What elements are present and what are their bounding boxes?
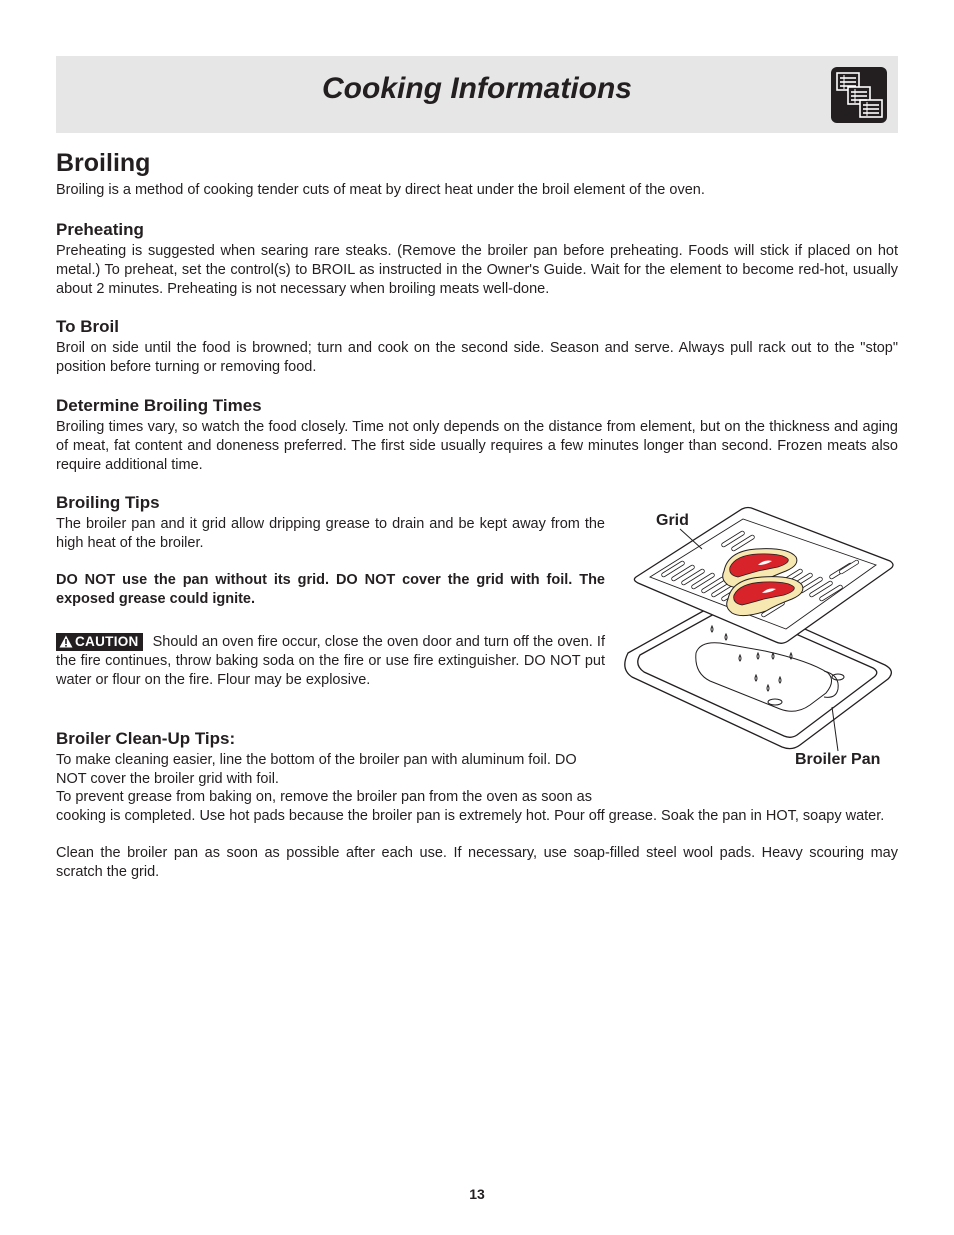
caution-badge bbox=[56, 633, 143, 651]
cleanup-heading: Broiler Clean-Up Tips: bbox=[56, 729, 236, 748]
cleanup-text-2-start: To prevent grease from baking on, remove the broiler pan from the oven as soon as bbox=[56, 789, 592, 805]
grid-label: Grid bbox=[656, 512, 689, 529]
broiling-tips-warning: DO NOT use the pan without its grid. DO NOT cover the grid with foil. The exposed grease could ignite. bbox=[56, 572, 605, 607]
broiler-pan-illustration bbox=[610, 505, 900, 775]
cleanup-text-1: To make cleaning easier, line the bottom of the broiler pan with aluminum foil. DO NOT cover the broiler grid with foil. bbox=[56, 752, 577, 787]
broiler-pan-label: Broiler Pan bbox=[795, 751, 881, 768]
caution-paragraph bbox=[56, 633, 605, 689]
warning-triangle-icon bbox=[59, 635, 73, 648]
page-header-title: Cooking Informations bbox=[322, 72, 632, 105]
section-intro: Broiling is a method of cooking tender cuts of meat by direct heat under the broil element of the oven. bbox=[56, 182, 705, 198]
determine-times-text: Broiling times vary, so watch the food closely. Time not only depends on the distance from element, but on the thickness and aging of meat, fat content and doneness preferred. The first side usually requires a few minutes longer than second. Frozen meats also require additional time. bbox=[56, 419, 898, 473]
cleanup-text-3: Clean the broiler pan as soon as possible after each use. If necessary, use soap-filled steel wool pads. Heavy scouring may scratch the grid. bbox=[56, 845, 898, 880]
section-title: Broiling bbox=[56, 149, 151, 177]
preheating-heading: Preheating bbox=[56, 220, 144, 239]
cleanup-text-2-rest: cooking is completed. Use hot pads because the broiler pan is extremely hot. Pour off grease. Soak the pan in HOT, soapy water. bbox=[56, 808, 885, 824]
document-stack-icon bbox=[831, 67, 887, 123]
preheating-text: Preheating is suggested when searing rare steaks. (Remove the broiler pan before preheating. Foods will stick if placed on hot metal.) To preheat, set the control(s) to BROIL as instructed in the Owner's Guide. Wait for the element to become red-hot, usually about 2 minutes. Preheating is not necessary when broiling meats well-done. bbox=[56, 243, 898, 297]
caution-text: Should an oven fire occur, close the oven door and turn off the oven. If the fire continues, throw baking soda on the fire or use fire extinguisher. DO NOT put water or flour on the fire. Flour may be explosive. bbox=[56, 634, 605, 688]
to-broil-text: Broil on side until the food is browned; turn and cook on the second side. Season and serve. Always pull rack out to the "stop" position before turning or removing food. bbox=[56, 340, 898, 375]
broiling-tips-heading: Broiling Tips bbox=[56, 493, 160, 512]
page-header bbox=[56, 56, 898, 133]
broiling-tips-text: The broiler pan and it grid allow dripping grease to drain and be kept away from the high heat of the broiler. bbox=[56, 516, 605, 551]
page-number: 13 bbox=[469, 1186, 485, 1202]
to-broil-heading: To Broil bbox=[56, 317, 119, 336]
caution-label: CAUTION bbox=[75, 634, 139, 649]
broiler-pan-drawing bbox=[610, 505, 900, 775]
determine-times-heading: Determine Broiling Times bbox=[56, 396, 262, 415]
